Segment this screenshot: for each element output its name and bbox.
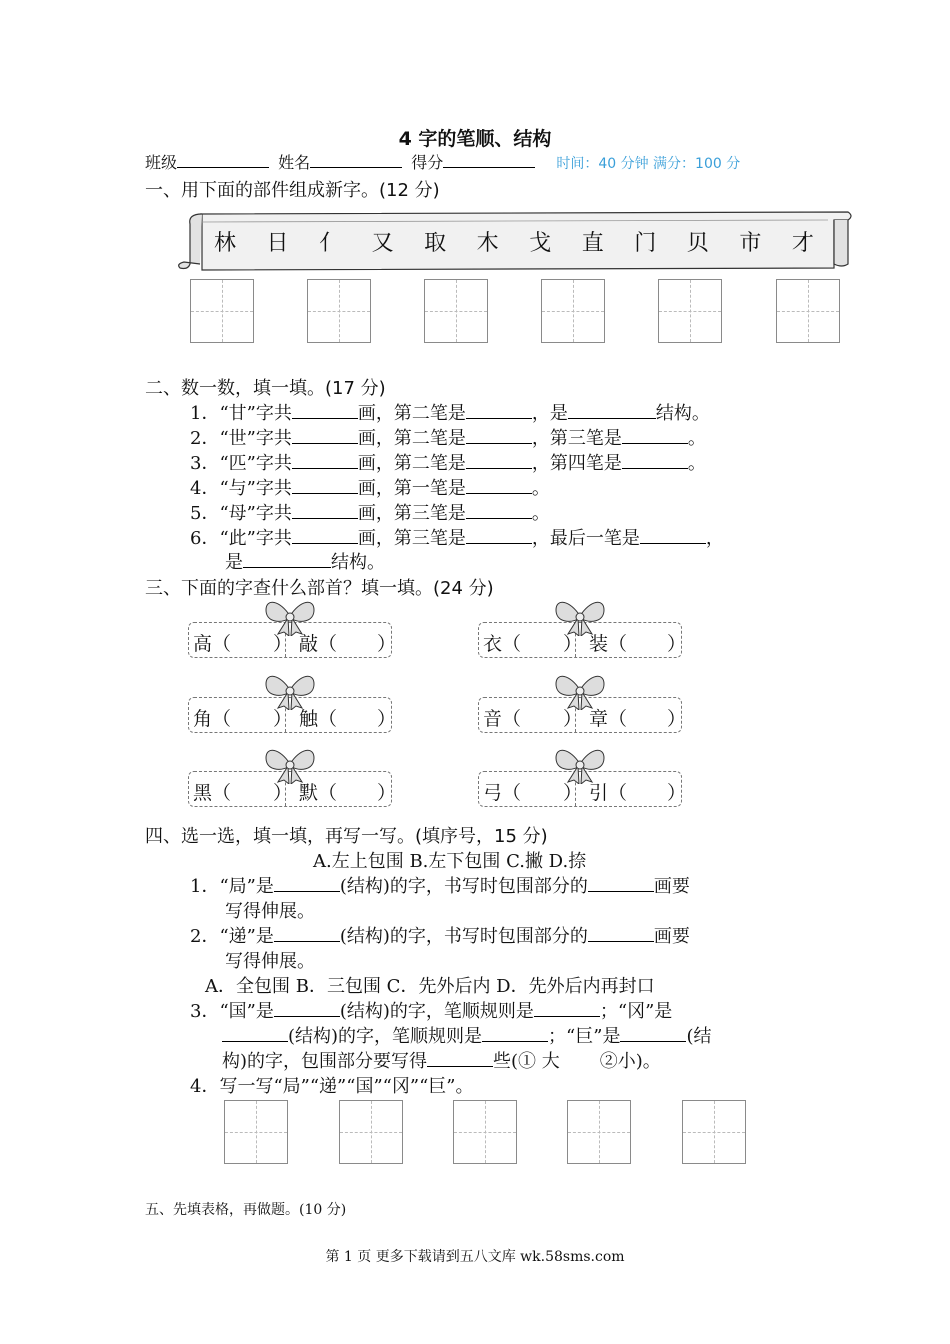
answer-blank[interactable]: [292, 477, 358, 494]
page-title: 4 字的笔顺、结构: [398, 128, 552, 150]
answer-blank[interactable]: [274, 875, 340, 892]
component: 林: [214, 231, 237, 256]
answer-blank[interactable]: [466, 502, 532, 519]
q4-item-3-line3: 构)的字，包围部分要写得 些(① 大 ②小)。: [222, 1051, 661, 1072]
q4-item-4: 4．写一写“局”“递”“国”“冈”“巨”。: [190, 1076, 474, 1097]
component: 才: [791, 231, 814, 256]
answer-blank[interactable]: [292, 502, 358, 519]
answer-blank[interactable]: [640, 527, 706, 544]
writing-grid[interactable]: [424, 279, 488, 343]
q2-item-2: 2．“世”字共 画，第二笔是 ，第三笔是 。: [190, 428, 706, 449]
q4-item-3: 3．“国”是 (结构)的字，笔顺规则是 ；“冈”是: [190, 1001, 673, 1022]
answer-blank[interactable]: [292, 402, 358, 419]
answer-blank[interactable]: [622, 452, 688, 469]
class-label: 班级: [145, 153, 178, 172]
answer-blank[interactable]: [482, 1025, 548, 1042]
answer-blank[interactable]: [274, 1000, 340, 1017]
score-label: 得分: [411, 153, 444, 172]
component-list: [214, 226, 814, 257]
section4-heading: 四、选一选，填一填，再写一写。(填序号，15 分): [145, 826, 548, 847]
writing-grid[interactable]: [541, 279, 605, 343]
component: 贝: [686, 231, 709, 256]
bow-icon: [552, 596, 608, 636]
answer-blank[interactable]: [466, 527, 532, 544]
q4-item-2: 2．“递”是 (结构)的字，书写时包围部分的 画要: [190, 926, 690, 947]
q4-item-2-cont: 写得伸展。: [225, 951, 315, 972]
writing-grid[interactable]: [658, 279, 722, 343]
q4-item-3-line2: (结构)的字，笔顺规则是 ；“巨”是 (结: [222, 1022, 711, 1048]
class-blank[interactable]: [177, 153, 269, 168]
section1-heading: 一、用下面的部件组成新字。(12 分): [145, 180, 440, 201]
bow-icon: [552, 670, 608, 710]
options-1: A.左上包围 B.左下包围 C.撇 D.捺: [313, 851, 587, 872]
section5-heading: 五、先填表格，再做题。(10 分): [145, 1202, 347, 1218]
writing-grid[interactable]: [453, 1100, 517, 1164]
answer-blank[interactable]: [622, 427, 688, 444]
writing-grid[interactable]: [307, 279, 371, 343]
answer-blank[interactable]: [620, 1025, 686, 1042]
time-score-info: 时间：40 分钟 满分：100 分: [556, 156, 741, 172]
bow-icon: [262, 670, 318, 710]
writing-grid[interactable]: [776, 279, 840, 343]
radical-pair: 衣（ ） 装（ ）: [478, 622, 682, 658]
name-blank[interactable]: [310, 153, 402, 168]
answer-blank[interactable]: [466, 477, 532, 494]
answer-blank[interactable]: [466, 452, 532, 469]
answer-blank[interactable]: [292, 427, 358, 444]
score-blank[interactable]: [443, 153, 535, 168]
q2-item-6: 6．“此”字共 画，第三笔是 ，最后一笔是 ，: [190, 528, 724, 549]
writing-grid[interactable]: [567, 1100, 631, 1164]
component: 市: [739, 231, 762, 256]
answer-blank[interactable]: [588, 925, 654, 942]
answer-blank[interactable]: [534, 1000, 600, 1017]
component: 门: [634, 231, 657, 256]
radical-pair: 黑（ ） 默（ ）: [188, 771, 392, 807]
component: 日: [266, 231, 289, 256]
q2-item-4: 4．“与”字共 画，第一笔是 。: [190, 478, 550, 499]
answer-blank[interactable]: [568, 402, 656, 419]
section2-heading: 二、数一数，填一填。(17 分): [145, 378, 386, 399]
component: 木: [476, 231, 499, 256]
component: 又: [371, 231, 394, 256]
bow-icon: [262, 744, 318, 784]
component: 亻: [319, 231, 342, 256]
component: 直: [581, 231, 604, 256]
q2-item-6-cont: 是 结构。: [225, 552, 385, 573]
writing-grid[interactable]: [190, 279, 254, 343]
radical-pair: 音（ ） 章（ ）: [478, 697, 682, 733]
writing-grid[interactable]: [339, 1100, 403, 1164]
q2-item-5: 5．“母”字共 画，第三笔是 。: [190, 503, 550, 524]
answer-blank[interactable]: [292, 527, 358, 544]
answer-blank[interactable]: [274, 925, 340, 942]
radical-pair: 高（ ） 敲（ ）: [188, 622, 392, 658]
q4-item-1-cont: 写得伸展。: [225, 901, 315, 922]
q2-item-1: 1．“甘”字共 画，第二笔是 ，是 结构。: [190, 403, 710, 424]
answer-blank[interactable]: [466, 427, 532, 444]
bow-icon: [552, 744, 608, 784]
component: 取: [424, 231, 447, 256]
student-info-row: [145, 150, 740, 173]
name-label: 姓名: [278, 153, 311, 172]
answer-blank[interactable]: [427, 1050, 493, 1067]
q2-item-3: 3．“匹”字共 画，第二笔是 ，第四笔是 。: [190, 453, 706, 474]
section3-heading: 三、下面的字查什么部首？填一填。(24 分): [145, 578, 494, 599]
answer-blank[interactable]: [466, 402, 532, 419]
answer-blank[interactable]: [292, 452, 358, 469]
radical-pair: 角（ ） 触（ ）: [188, 697, 392, 733]
answer-blank[interactable]: [222, 1025, 288, 1042]
radical-pair: 弓（ ） 引（ ）: [478, 771, 682, 807]
answer-blank[interactable]: [243, 551, 331, 568]
component: 戈: [529, 231, 552, 256]
q4-item-1: 1．“局”是 (结构)的字，书写时包围部分的 画要: [190, 876, 690, 897]
bow-icon: [262, 596, 318, 636]
answer-blank[interactable]: [588, 875, 654, 892]
options-2: A．全包围 B．三包围 C．先外后内 D．先外后内再封口: [205, 976, 655, 997]
writing-grid[interactable]: [682, 1100, 746, 1164]
writing-grid[interactable]: [224, 1100, 288, 1164]
page-footer: 第 1 页 更多下载请到五八文库 wk.58sms.com: [325, 1249, 625, 1265]
